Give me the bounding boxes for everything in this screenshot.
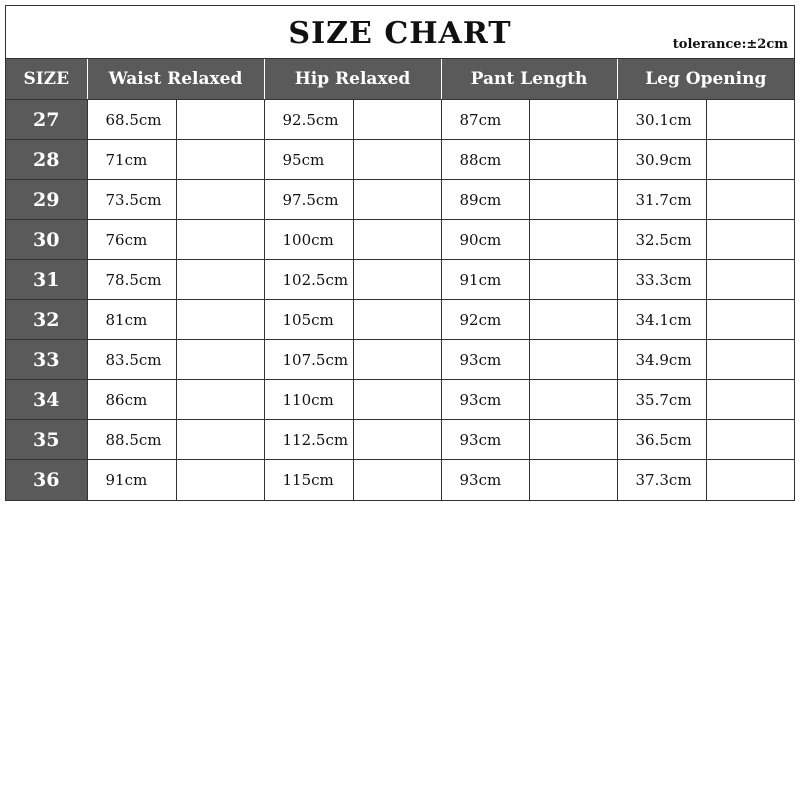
empty-cell (176, 100, 264, 140)
waist-relaxed-cell: 73.5cm (87, 180, 176, 220)
pant-length-cell: 93cm (441, 420, 529, 460)
pant-length-cell: 87cm (441, 100, 529, 140)
column-header-size: SIZE (6, 59, 87, 100)
empty-cell (706, 260, 794, 300)
size-cell: 29 (6, 180, 87, 220)
column-header-waist-relaxed: Waist Relaxed (87, 59, 264, 100)
pant-length-cell: 93cm (441, 380, 529, 420)
empty-cell (353, 140, 441, 180)
title-bar (6, 6, 794, 59)
waist-relaxed-cell: 78.5cm (87, 260, 176, 300)
table-row (6, 380, 794, 420)
empty-cell (529, 300, 617, 340)
empty-cell (176, 260, 264, 300)
leg-opening-cell: 30.1cm (617, 100, 706, 140)
empty-cell (353, 260, 441, 300)
empty-cell (529, 100, 617, 140)
hip-relaxed-cell: 115cm (264, 460, 353, 500)
pant-length-cell: 93cm (441, 340, 529, 380)
table-row (6, 140, 794, 180)
waist-relaxed-cell: 71cm (87, 140, 176, 180)
size-table (6, 59, 794, 500)
empty-cell (176, 380, 264, 420)
empty-cell (176, 300, 264, 340)
column-header-pant-length: Pant Length (441, 59, 617, 100)
empty-cell (529, 380, 617, 420)
table-row (6, 100, 794, 140)
size-cell: 31 (6, 260, 87, 300)
empty-cell (529, 260, 617, 300)
table-row (6, 460, 794, 500)
hip-relaxed-cell: 107.5cm (264, 340, 353, 380)
size-chart (5, 5, 795, 501)
size-cell: 30 (6, 220, 87, 260)
empty-cell (706, 380, 794, 420)
empty-cell (706, 140, 794, 180)
leg-opening-cell: 36.5cm (617, 420, 706, 460)
empty-cell (706, 340, 794, 380)
pant-length-cell: 91cm (441, 260, 529, 300)
empty-cell (706, 300, 794, 340)
table-row (6, 420, 794, 460)
empty-cell (353, 460, 441, 500)
empty-cell (529, 340, 617, 380)
size-cell: 33 (6, 340, 87, 380)
leg-opening-cell: 33.3cm (617, 260, 706, 300)
empty-cell (353, 380, 441, 420)
empty-cell (529, 420, 617, 460)
pant-length-cell: 88cm (441, 140, 529, 180)
size-cell: 32 (6, 300, 87, 340)
header-row (6, 59, 794, 100)
column-header-hip-relaxed: Hip Relaxed (264, 59, 441, 100)
empty-cell (529, 460, 617, 500)
waist-relaxed-cell: 83.5cm (87, 340, 176, 380)
empty-cell (353, 300, 441, 340)
table-row (6, 180, 794, 220)
empty-cell (176, 420, 264, 460)
pant-length-cell: 89cm (441, 180, 529, 220)
leg-opening-cell: 32.5cm (617, 220, 706, 260)
table-body (6, 100, 794, 500)
table-row (6, 300, 794, 340)
table-row (6, 220, 794, 260)
empty-cell (353, 100, 441, 140)
hip-relaxed-cell: 95cm (264, 140, 353, 180)
hip-relaxed-cell: 112.5cm (264, 420, 353, 460)
empty-cell (176, 180, 264, 220)
column-header-leg-opening: Leg Opening (617, 59, 794, 100)
size-cell: 35 (6, 420, 87, 460)
empty-cell (529, 180, 617, 220)
waist-relaxed-cell: 91cm (87, 460, 176, 500)
page-title: SIZE CHART (288, 16, 512, 51)
pant-length-cell: 93cm (441, 460, 529, 500)
waist-relaxed-cell: 86cm (87, 380, 176, 420)
empty-cell (706, 460, 794, 500)
leg-opening-cell: 37.3cm (617, 460, 706, 500)
pant-length-cell: 92cm (441, 300, 529, 340)
table-row (6, 260, 794, 300)
empty-cell (176, 220, 264, 260)
empty-cell (706, 180, 794, 220)
waist-relaxed-cell: 88.5cm (87, 420, 176, 460)
pant-length-cell: 90cm (441, 220, 529, 260)
size-cell: 36 (6, 460, 87, 500)
empty-cell (353, 220, 441, 260)
table-row (6, 340, 794, 380)
empty-cell (176, 340, 264, 380)
empty-cell (706, 420, 794, 460)
hip-relaxed-cell: 97.5cm (264, 180, 353, 220)
leg-opening-cell: 30.9cm (617, 140, 706, 180)
empty-cell (176, 140, 264, 180)
size-cell: 28 (6, 140, 87, 180)
hip-relaxed-cell: 110cm (264, 380, 353, 420)
hip-relaxed-cell: 102.5cm (264, 260, 353, 300)
waist-relaxed-cell: 81cm (87, 300, 176, 340)
leg-opening-cell: 34.1cm (617, 300, 706, 340)
leg-opening-cell: 34.9cm (617, 340, 706, 380)
tolerance-note: tolerance:±2cm (672, 37, 788, 52)
empty-cell (353, 180, 441, 220)
hip-relaxed-cell: 92.5cm (264, 100, 353, 140)
waist-relaxed-cell: 68.5cm (87, 100, 176, 140)
empty-cell (353, 340, 441, 380)
hip-relaxed-cell: 100cm (264, 220, 353, 260)
empty-cell (529, 220, 617, 260)
leg-opening-cell: 35.7cm (617, 380, 706, 420)
waist-relaxed-cell: 76cm (87, 220, 176, 260)
empty-cell (706, 220, 794, 260)
empty-cell (176, 460, 264, 500)
empty-cell (353, 420, 441, 460)
size-cell: 34 (6, 380, 87, 420)
hip-relaxed-cell: 105cm (264, 300, 353, 340)
empty-cell (529, 140, 617, 180)
empty-cell (706, 100, 794, 140)
leg-opening-cell: 31.7cm (617, 180, 706, 220)
size-cell: 27 (6, 100, 87, 140)
